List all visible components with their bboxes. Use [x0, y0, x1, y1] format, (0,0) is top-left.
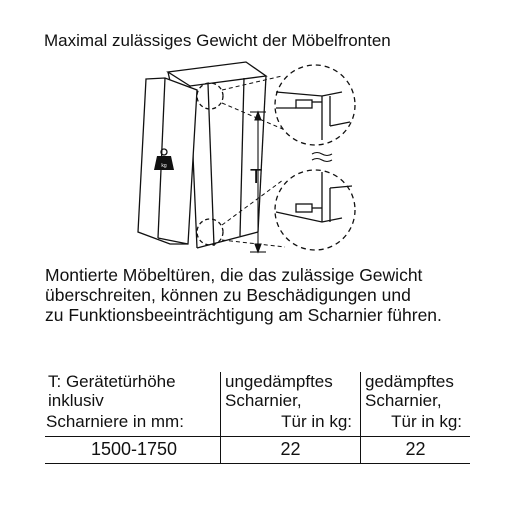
- header-door-height: [45, 372, 220, 412]
- table-header-row: [45, 372, 470, 412]
- hinge-marker-bottom: [197, 219, 223, 245]
- warning-line: Montierte Möbeltüren, die das zulässige Gewicht: [45, 265, 423, 285]
- header-undamped-hinge: [220, 372, 360, 412]
- table-unit-row: [45, 412, 470, 437]
- unit-cell: Tür in kg:: [360, 412, 470, 436]
- unit-cell: Tür in kg:: [220, 412, 360, 436]
- header-damped-hinge: [360, 372, 470, 412]
- dimension-label: T: [250, 166, 263, 188]
- break-mark: [312, 153, 332, 162]
- header-text: Scharnier,: [365, 391, 442, 410]
- weight-table: [45, 372, 470, 464]
- table-row: [45, 437, 470, 464]
- unit-cell: Scharniere in mm:: [46, 412, 184, 431]
- weight-icon-label: kg: [161, 163, 167, 169]
- table-cell: 22: [360, 437, 470, 463]
- detail-circle-bottom: [275, 170, 355, 250]
- warning-line: zu Funktionsbeeinträchtigung am Scharnier führen.: [45, 305, 442, 325]
- page-title: Maximal zulässiges Gewicht der Möbelfronten: [44, 31, 391, 50]
- warning-text: [45, 265, 495, 325]
- table-cell: 1500-1750: [90, 439, 178, 459]
- header-text: T: Gerätetürhöhe: [48, 372, 176, 391]
- header-text: inklusiv: [48, 391, 104, 410]
- table-cell: 22: [220, 437, 360, 463]
- hinge-marker-top: [197, 83, 223, 109]
- header-text: Scharnier,: [225, 391, 302, 410]
- detail-circle-top: [275, 65, 355, 145]
- warning-line: überschreiten, können zu Beschädigungen und: [45, 285, 411, 305]
- header-text: gedämpftes: [365, 372, 454, 391]
- header-text: ungedämpftes: [225, 372, 333, 391]
